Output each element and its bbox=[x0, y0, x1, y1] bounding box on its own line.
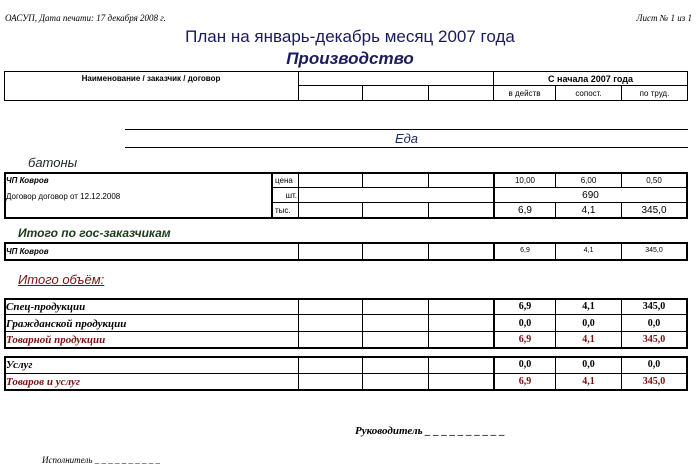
thousand-labor: 345,0 bbox=[641, 205, 667, 216]
name-column-header: Наименование / заказчик / договор bbox=[81, 74, 221, 83]
sheet-number: Лист № 1 из 1 bbox=[636, 13, 692, 23]
section-title: Еда bbox=[394, 131, 419, 146]
total-civil-compare: 0,0 bbox=[582, 318, 595, 329]
gov-total-actual: 6,9 bbox=[520, 247, 530, 254]
group-title: батоны bbox=[28, 155, 78, 170]
page-title: План на январь-декабрь месяц 2007 года bbox=[185, 27, 515, 46]
total-services-actual: 0,0 bbox=[518, 359, 532, 370]
signature-executor: Исполнитель _ _ _ _ _ _ _ _ _ _ bbox=[42, 455, 160, 465]
price-compare: 6,00 bbox=[580, 176, 597, 185]
total-special-label: Спец-продукции bbox=[6, 301, 86, 313]
gov-total-labor: 345,0 bbox=[645, 247, 663, 254]
total-special-labor: 345,0 bbox=[642, 301, 666, 312]
item-customer: ЧП Ковров bbox=[6, 176, 49, 185]
total-commodity-compare: 4,1 bbox=[582, 334, 595, 345]
sub-header-compare: сопост. bbox=[575, 89, 602, 98]
signature-head: Руководитель _ _ _ _ _ _ _ _ _ _ bbox=[355, 425, 506, 437]
total-commodity-labor: 345,0 bbox=[642, 334, 666, 345]
total-commodity-label: Товарной продукции bbox=[6, 334, 106, 346]
total-services-labor: 0,0 bbox=[647, 359, 661, 370]
page-subtitle: Производство bbox=[286, 49, 414, 68]
item-contract: Договор договор от 12.12.2008 bbox=[6, 192, 121, 201]
total-services-compare: 0,0 bbox=[582, 359, 595, 370]
print-date: ОАСУП, Дата печати: 17 декабря 2008 г. bbox=[5, 13, 166, 23]
sub-header-actual: в действ bbox=[508, 89, 541, 98]
price-labor: 0,50 bbox=[646, 176, 662, 185]
total-civil-labor: 0,0 bbox=[647, 318, 661, 329]
total-goods-services-labor: 345,0 bbox=[642, 376, 666, 387]
gov-total-compare: 4,1 bbox=[583, 247, 594, 254]
price-actual: 10,00 bbox=[514, 176, 536, 185]
pieces-value: 690 bbox=[582, 190, 599, 201]
total-goods-services-compare: 4,1 bbox=[582, 376, 595, 387]
sub-header-labor: по труд. bbox=[639, 89, 670, 98]
thousand-compare: 4,1 bbox=[581, 205, 596, 216]
unit-pieces: шт. bbox=[285, 191, 297, 200]
gov-total-customer: ЧП Ковров bbox=[6, 247, 49, 256]
unit-thousand: тыс. bbox=[275, 206, 291, 215]
unit-price: цена bbox=[275, 176, 293, 185]
total-goods-services-actual: 6,9 bbox=[518, 376, 532, 387]
total-special-actual: 6,9 bbox=[518, 301, 532, 312]
total-commodity-actual: 6,9 bbox=[518, 334, 532, 345]
total-special-compare: 4,1 bbox=[582, 301, 595, 312]
period-header: С начала 2007 года bbox=[548, 74, 633, 84]
thousand-actual: 6,9 bbox=[518, 205, 532, 216]
total-civil-actual: 0,0 bbox=[518, 318, 532, 329]
total-civil-label: Гражданской продукции bbox=[6, 318, 127, 330]
total-services-label: Услуг bbox=[6, 359, 33, 371]
gov-total-title: Итого по гос-заказчикам bbox=[18, 226, 171, 240]
total-goods-services-label: Товаров и услуг bbox=[6, 376, 80, 388]
total-volume-title: Итого объём: bbox=[18, 272, 105, 287]
